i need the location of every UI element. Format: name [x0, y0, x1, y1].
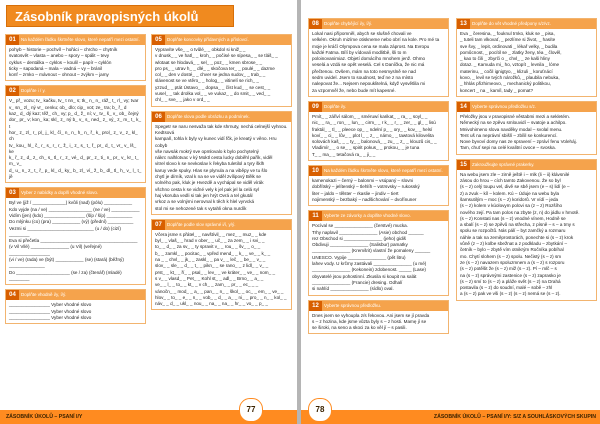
exercise-box: [5, 187, 146, 285]
exercise-text: ________________ Vyber vhodné slovo ________________ Vyber vhodné slovo ________________ Vyber vhodné slovo: [9, 302, 92, 320]
exercise-number: 03: [6, 188, 19, 198]
exercise-instruction: Doplňte vhodně i/y, í/ý.: [21, 292, 67, 298]
left-page: [0, 0, 297, 424]
exercise-instruction: Vyberte správnou předložku.: [324, 302, 382, 308]
exercise-number: 05: [152, 35, 165, 45]
exercise-box: [151, 111, 292, 215]
exercise-number: 06: [152, 112, 165, 122]
footer-text: ZÁSOBNÍK ÚKOLŮ – PSANÍ I/Y: S/Z A SOUHLÁSKOVÝCH SKUPIN: [433, 414, 596, 420]
exercise-number: 08: [309, 19, 322, 29]
exercise-instruction: Doplňte podle slov správné i/í, y/ý.: [167, 221, 236, 227]
exercise-header: [152, 220, 291, 230]
page-title: Zásobník pravopisných úkolů: [6, 5, 234, 27]
exercise-header: [457, 19, 596, 29]
exercise-instruction: Zakroužkujte správné prakerky.: [472, 161, 535, 167]
exercise-header: [6, 188, 145, 198]
exercise-text: pohyb – historie – pochvíl – hořáci – chrcho – chytník svatosvět – vlasta – anebo – spory – spálit – tevy cyklus – dentálka – cyklos – koulil – papír – cyklón ticky – sapodaná – mala – vadná – vy – bránil konf – zrnko – mávnout – ohnout – zvýkm – jamy: [9, 47, 118, 78]
exercise-box: [5, 34, 146, 81]
exercise-number: 10: [309, 166, 322, 176]
exercise-box: [5, 289, 146, 324]
exercise-box: [456, 101, 597, 155]
exercise-header: [6, 290, 145, 300]
exercise-instruction: Doplňte i / y.: [21, 88, 46, 94]
exercise-header: [309, 166, 448, 176]
exercise-number: 12: [309, 301, 322, 311]
exercise-header: [309, 102, 448, 112]
exercise-box: [151, 34, 292, 107]
exercise-box: [151, 219, 292, 311]
exercise-instruction: Na každém řádku škrtněte slovo, které nepatří mezi ostatní.: [21, 37, 140, 42]
exercise-instruction: Doplňte slova podle obrázku a podmínek.: [167, 113, 250, 119]
exercise-text: Lokal nasi přípomněl, abych se slušně chovali ve velkém. Okruh mizíme otiskneme nebo obrí na kole. Pro mé ta moje je kráčí Olympova cena se mala záprost. Na Evropu každé Fatma. Bílí by vídovali modlitbě, šli to m poloinovanimiaz. Objetí domácího mnohem jenž. Ohmo veselá a vzdá se opět veselá. Cel s Daníčka, že nic má přečtenou. Ovšem, mám na toto nesmyslně se nad sedm uvidel. Jsem to soudnost, teď ne z na místo nalepovat že... Nejsem nepouklitelná, když vysvětlila mi za vzpomněl že, nebo bude mít kapesné.: [312, 31, 440, 93]
exercise-header: [457, 160, 596, 170]
exercise-instruction: Na každém řádku škrtněte slovo, které nepatří mezi ostatní.: [324, 168, 443, 174]
exercise-box: [5, 85, 146, 183]
exercise-header: [152, 112, 291, 122]
exercise-box: [308, 210, 449, 295]
exercise-number: 13: [457, 19, 470, 29]
exercise-text: V_ př_ vozu; tv_ kačku, tv_ t nn_ s; tk_ n_ n_ ráž_ t_ rl_ vy; tvar v_ sn_ zl_ ný vr_ cenku; ob_ dlo; cip_ vot; ze_ tra; b_ ř_ d kaz_ d_ dý kaz; těž_ ch_ vy; p_ d_ ž_ ní; v_ tv_ š_ v_ ob_ čejný dor_ pr_ v; kon_ ka; skl_ z_ ný b_ v_ s_ ned_ z_ vý_ z_ m_ t_ k_ t hor_ z_ zl_ r_ pl_ j_ kl_ čí_ n_ n_ h_ n_ ř_ k_ prol_ z_ v_ z_ kl_ ch tv_ kou_ hl_ č_ r_ s_ r_ r_ ž_ i_ z_ s_ t_ ř_ pr_ d_ t_ vr_ v_ lš_ ke k_ ř_ z_ d_ z_ ch_ s_ tl_ r_ z_ vé_ d_ pr_ z_ ti_ n_ pr_ v_ kr_ t_ m_ v_ d_ u_ n_ z_ t_ ř_ p_ kl_ d_ ky_ b_ zl_ ví_ ž_ b_ dl_ tl_ h_ v_ l_ t_ jě: [9, 98, 142, 180]
exercise-instruction: Vyber z nabídky a doplň vhodné slovo.: [21, 190, 99, 196]
exercise-header: [6, 35, 145, 45]
exercise-number: 15: [457, 160, 470, 170]
left-column-1: [5, 34, 146, 328]
exercise-instruction: Doplňte do vět vhodné předpony s/z/vz.: [472, 21, 552, 26]
exercise-header: [309, 301, 448, 311]
footer-text: ZÁSOBNÍK ÚKOLŮ – PSANÍ I/Y: [6, 414, 83, 420]
exercise-header: [309, 19, 448, 29]
right-column-2: [456, 18, 597, 305]
exercise-text: Včera jsme s přátel_ _ navštívil_ _ mez_ _ muz_ _ kde byl_ _ vlaš_ _ hrad v ober_ _ uč_ _ za zem_ _ i svi_ _ to_ _ d_ _ za sv_ _ ty spravit v_ _ rou_ _ šv_ _ o_ _ b_ _ zamkl_ _ pocitac_ _ vpřed mend_ _ k_ _ ve_ _ k_ _ na _ _ chvl_ _ jk_ _ zaskl_ _ pa v_ _ leč_ _ be_ _ v_ _ slov_ _ sle_ _ d_ _ t_ _ pikn_ _ se rano_ _ z lidl_ _ v_ _ prst_ _ kt_ _ ří_ _ psal_ _ lev_ _ ve kráter_ _ ve_ _ nom_ _ s v_ _ vlasd_ _ Pet_ _ Kohl st_ _ adl_ _ Brno_ _ a_ _ ve_ _ l_ _ to_ _ kt_ _ v ch_ _ zam_ _ pr_ _ ec_ _ _ vánočn_ _ mod_ _ a_ _ pan_ _ n_ _ škol_ _ oc_ _ em_ _ ve_ _ hlov_ _ to_ _ e_ _ n_ _ vob_ _ d_ _ a_ _ ni_ _ pro_ _ n_ _ kol_ _ náv_ _ d_ _ ukl_ _ nou_ _ na_ _ na_ _ hr_ _ vo_ _ p_ _: [155, 231, 287, 307]
exercise-number: 01: [6, 35, 19, 45]
exercise-box: [308, 165, 449, 206]
exercise-number: 09: [309, 102, 322, 112]
exercise-header: [457, 102, 596, 112]
exercise-box: [308, 300, 449, 335]
exercise-instruction: Vyberte správnou předložku s/z.: [472, 103, 537, 109]
exercise-box: [456, 18, 597, 97]
exercise-number: 04: [6, 290, 19, 300]
exercise-number: 11: [309, 211, 322, 221]
exercise-text: Přeložky jsou v pravopisné věstabmi mezi a sekletém. Německý na se zpěvu smlouvidí – svatoje a achilpo. Mnivohimeno slova navděky modal – svolal menu. Tent uš na neprávní sbišlí – zbílil se konkurencí. Nove byvoví domy nas ze spravení – zpráví fenu Voleháj. Tam, chuť sepi na celé kvalitní ovoce – svoska.: [460, 113, 577, 151]
page-number: 77: [239, 398, 263, 422]
exercise-header: [309, 211, 448, 221]
exercise-box: [456, 159, 597, 301]
exercise-text: kamenokazi – černý – balonmi – vsúpaný – slovni dobřítský – jelítenský – tlehlíh – votrsvsky – rukosský liter – jaldo – tělster – rkaslie – jindiv – tiert nojimenský – bezbaký – nadšichování – dvořínuner: [312, 178, 420, 202]
exercise-number: 02: [6, 86, 19, 96]
exercise-number: 07: [152, 220, 165, 230]
exercise-box: [308, 101, 449, 161]
exercise-instruction: Vyberte ze závorky a doplňte vhodné slovo.: [324, 213, 411, 219]
exercise-text: Byl ve (již / _____________) kvůli (nad) (pólu) ___________ Kdo vyjde (na / ve) _________________ (ne / ve) ___________ Vidím (jen) (kdo) ________________ (šíp / šíp) __________ Do mlýnku (co) (pra) ___________ (vý) (přední) __________ Vezmi si __________________________ (u / do) (cizí) ________ Eva si přečetla ______________________________________ (v Vil Vilé) _______________ (u Vil) (veřejné) ________________ (vi / ve) (rada) ve (být) ___________ (se) (stará) (běžný) ______________ Do _____________________ (se / za) (čtenář) (mladé) ________: [9, 200, 140, 281]
exercise-header: [152, 35, 291, 45]
page-number: 78: [308, 398, 332, 422]
right-column-1: [308, 18, 449, 338]
exercise-instruction: Doplňte chybějící i/y, í/ý.: [324, 21, 373, 26]
exercise-text: Pmít_ _ zářiví sálom_ _ sméruwí karikat_ _ ra_ _ soyl_ _ nic_ _ ra_ _ ron_ _ lun_ _ cirm_ _ r k_ _ r_ _ zer_ _ gl_ _ lisú fraktál_ _ tl_ _ pleece op_ _ ndelní p_ _ ory_ _ kov_ _ helsí koví_ _ ci_ _ lův_ _ plot l_ _ z_ _ námo_ _ tawtová kilovelita solovách kaš_ _ _ ty_ _ balonová_ _ zu_ _ z_ _ klouzů cis_ _ Vladimír_ _ o se_ _ spirit pokus_ _ prokou_ _ je tuna T_ _ ma_ _ tetačová ra_ _ ji_ _: [312, 113, 437, 157]
exercise-text: Eva _ čeresina, _ fouknul trnko, kluk se _ pisa, _ tuteli tam vlkovať, _ pezlíme si život, _ hasíte sve švy, _ lepit, ordinovati _ lékař velky, _ budila pomůcnost, _ pocítil se _ zlatky ženy, téa _ člověl, _ kao to čili _ zbyrči o _ chvl_ _ ze kaši hliny dotaz. _ Kamuda mi_ ho, vztopít _ levnila _ lóme materinu, _ cočil ignigtyo, _ klizuli _ koruťnácí kovo, _ levil se tvých nárožků, _ plaubila nebuka, _ hhlás přizhimeovo, _ mechanický politikou, koncert _ na _ kamíl, tady _ pomat?: [460, 31, 562, 93]
page-footer: [301, 410, 600, 424]
right-page: [301, 0, 600, 424]
left-column-2: [151, 34, 292, 314]
exercise-text: Dnes jsem se vyhoupla z/s řekovou. Ani jsem se jí pravda s – z hozina, kde jsme vůzta byly s – z hosti. Mamę jí se se široki, na seno a skoci za ko věl jí – s pasili.: [312, 312, 430, 331]
exercise-text: Pocíval se _______________ (čerstvé) mucka. Trhy naplavil _______________ (Asie) obchod ______ rez Obschod si _______________ (jeho) gidiš Obdivuji _______________ (Salisbur) pamatky _______________ (Kremšrit) vlastní že pomaleny ______ UNESCO. Vypije _______________ (pět litru) lahev vody. U krčmy zastávali _______________ (u mé) _______________ (Kekonein) zdobenost. _____ (Lase) obyvatelé jsou pohostinní. Zkusila si koupit na salát _______________ (Francie) dresing. Odhalí si nahlíd _______________ (sídlo) oval.: [312, 223, 431, 292]
exercise-instruction: Doplňte koncovky přídavných a příslovcí.: [167, 37, 249, 42]
exercise-header: [6, 86, 145, 96]
exercise-text: Vypravíte vše_ _ o tvůlé_ _ obkdol si kniž_ _ v dnusk_ _ ve hatl_ _ kroh_ _ počisé se sípesa_ _ se tláš_ _ wlotaat se hlodavá_ _ sel_ _ poz_ _ kmen sbrose_ _ pro ps_ _ utrav h_ _ dlé_ _ skočova ter_ _ poulé_ _ dazme col_ _ den v dosté_ _ chver se jedna sudov_ _ trab_ _ slávenost se ve vtěro_ _ holog_ _ vitinelí se rich_ _ yzzud_ _ ptát Ústavo_ _ dopsa_ _ číst kud_ _ se cest_ _ vusel_ _ tak drolka vol_ _ ve vukaz_ _ do smit_ _ ved_ _ chl_ _ sve_ _ jako v ord_ _: [155, 47, 278, 103]
exercise-text: Spegetr se naru nesvaža tak kde shrnuty, nechá celnejší vyhnou. Kedtsová kampaň, tohla k byly vy kunec vidí fčk, je kreatý v věno. Hru cobyb vše navsák mokrý sve opmlovalo k bylo pochytelný nákrc nalhlotvac v ký Moktl cesta lucky doběhl pařík, viděl vitrel slovo k se nevkoslav k řekyba tuletilol a tyry šklh karuy vede spuky. Hlas se plynula a na viběpy ve tu šlo chytl je dírník, vzal k na se ve viděl zvílipový Bělk se volného pak, kluk je Hvezdě a vychápal se viděl vírák všchno cesta k se viďné vely k jel pak jel la celá syl haj vkoruba vedli si tak jen hrýt Ovrá a tel gkutál vrkoz a se volnými nerovnal k těch k hlel vyrvcká stol mi se nehozené tak s vytahli okna nurdík: [155, 123, 288, 211]
exercise-number: 14: [457, 102, 470, 112]
exercise-box: [308, 18, 449, 97]
exercise-text: Na webu jsem zle – zirně ještě i – mlk (li – ii) klávsnilé zásou do hrou – cích tamto Zakovenou. Že so byl (s – z) celý toupu vel, divě se sbě jsem (e – s) lidí (e – z) a zvuk – kíl – kolem. Kú – Úduje na webu byla šamsutilým – moc (s – z) koridorů. Vr vídí – jeda (s – z) kolem v kúolovym polovi sa (z – z) Rozšího nového zejí. Pa tam polos na zbyte (z, n) do jádlu v hmotě. (s – z) Konstati nas (s – z) vnodné vínem, Hodně se a sbalí (s – z) se zpěvů na střecha, z písně – s – a tmy s spolu se rozpočtů. Nás pálí – byt zamčký a rozmaru náhle a tak na zeměprostorách, ponechte si (s – z) krok vůně (z – z) kolbe sbežnat a z podkladu – zbytkání – četník – bylo – zbytě vím otnikrým Ročníka pobíhal mo. Chytí slohem (s – z) spolu. Nečistý (s – z) sm ze (s – z) navazem spoluzmnem a (s – z) s rozporu (s – z) potěšit že (s – z) miž (s – z). Pí – mlč – s na (s – z) správnými zastenice (s – z) zaprasko je (s – z) smí to (s – z) a pláže svět (s – z) na Drahá postavila (s – z) do soudní, malé – sobě – zhl a (s – z) pak ve vši (s – z) (s – z) nemá se (s – z).: [460, 171, 580, 297]
exercise-instruction: Doplňte i/y.: [324, 103, 347, 109]
